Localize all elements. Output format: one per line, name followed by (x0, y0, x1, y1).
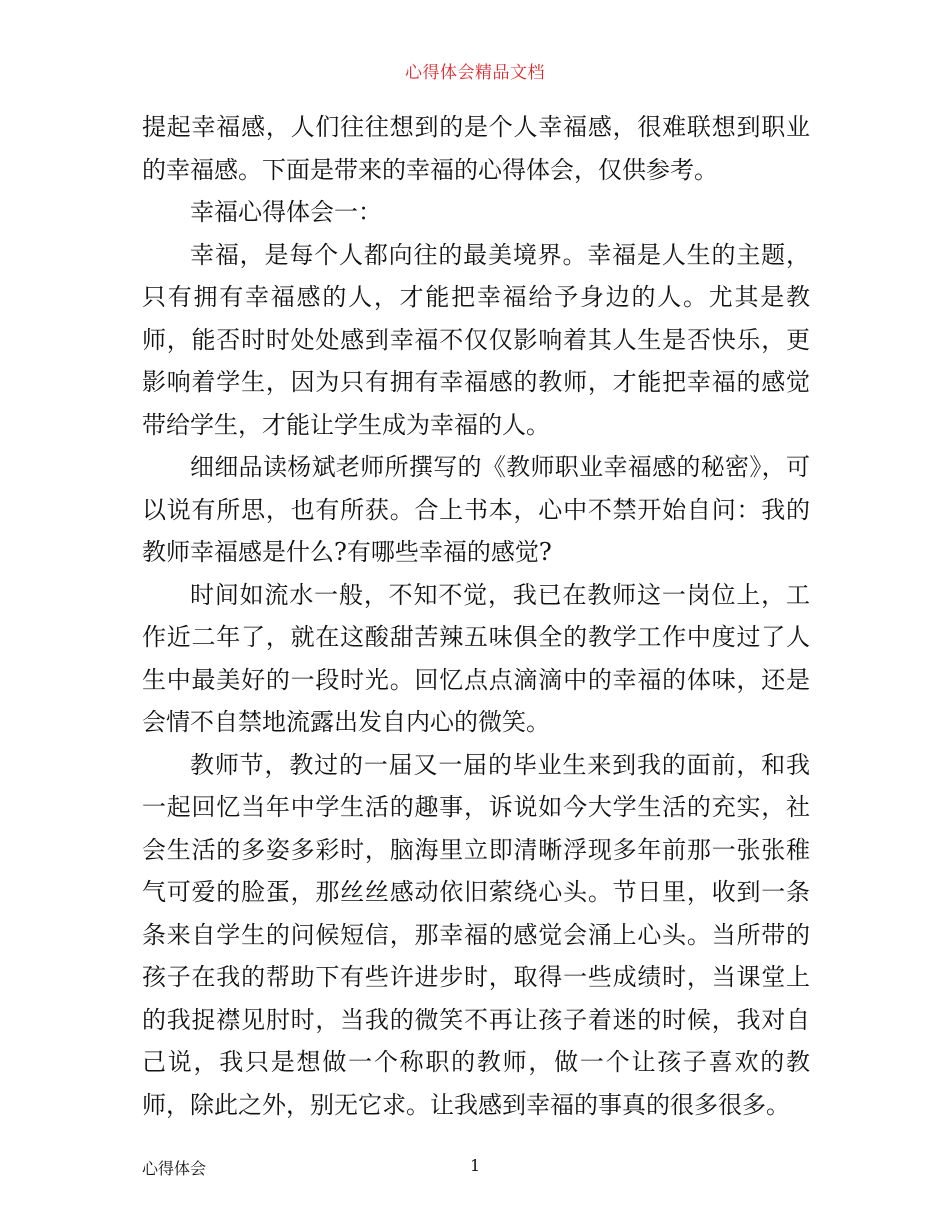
page-header-title: 心得体会精品文档 (405, 63, 545, 83)
page-number: 1 (470, 1156, 481, 1175)
footer-label: 心得体会 (142, 1159, 207, 1178)
document-body (142, 106, 810, 1126)
paragraph: 教师节，教过的一届又一届的毕业生来到我的面前，和我一起回忆当年中学生活的趣事，诉说如今大学生活的充实，社会生活的多姿多彩时，脑海里立即清晰浮现多年前那一张张稚气可爱的脸蛋，那丝丝感动依旧萦绕心头。节日里，收到一条条来自学生的问候短信，那幸福的感觉会涌上心头。当所带的孩子在我的帮助下有些许进步时，取得一些成绩时，当课堂上的我捉襟见肘时，当我的微笑不再让孩子着迷的时候，我对自己说，我只是想做一个称职的教师，做一个让孩子喜欢的教师，除此之外，别无它求。让我感到幸福的事真的很多很多。 (142, 750, 810, 1119)
paragraph: 细细品读杨斌老师所撰写的《教师职业幸福感的秘密》，可以说有所思，也有所获。合上书本，心中不禁开始自问：我的教师幸福感是什么?有哪些幸福的感觉? (142, 453, 810, 566)
page-footer (142, 1156, 810, 1180)
paragraph: 时间如流水一般，不知不觉，我已在教师这一岗位上，工作近二年了，就在这酸甜苦辣五味俱全的教学工作中度过了人生中最美好的一段时光。回忆点点滴滴中的幸福的体味，还是会情不自禁地流露出发自内心的微笑。 (142, 580, 810, 736)
paragraph-intro: 提起幸福感，人们往往想到的是个人幸福感，很难联想到职业的幸福感。下面是带来的幸福的心得体会，仅供参考。 (142, 113, 810, 184)
paragraph: 幸福，是每个人都向往的最美境界。幸福是人生的主题，只有拥有幸福感的人，才能把幸福给予身边的人。尤其是教师，能否时时处处感到幸福不仅仅影响着其人生是否快乐，更影响着学生，因为只有拥有幸福感的教师，才能把幸福的感觉带给学生，才能让学生成为幸福的人。 (142, 240, 810, 439)
section-heading: 幸福心得体会一： (190, 198, 382, 226)
